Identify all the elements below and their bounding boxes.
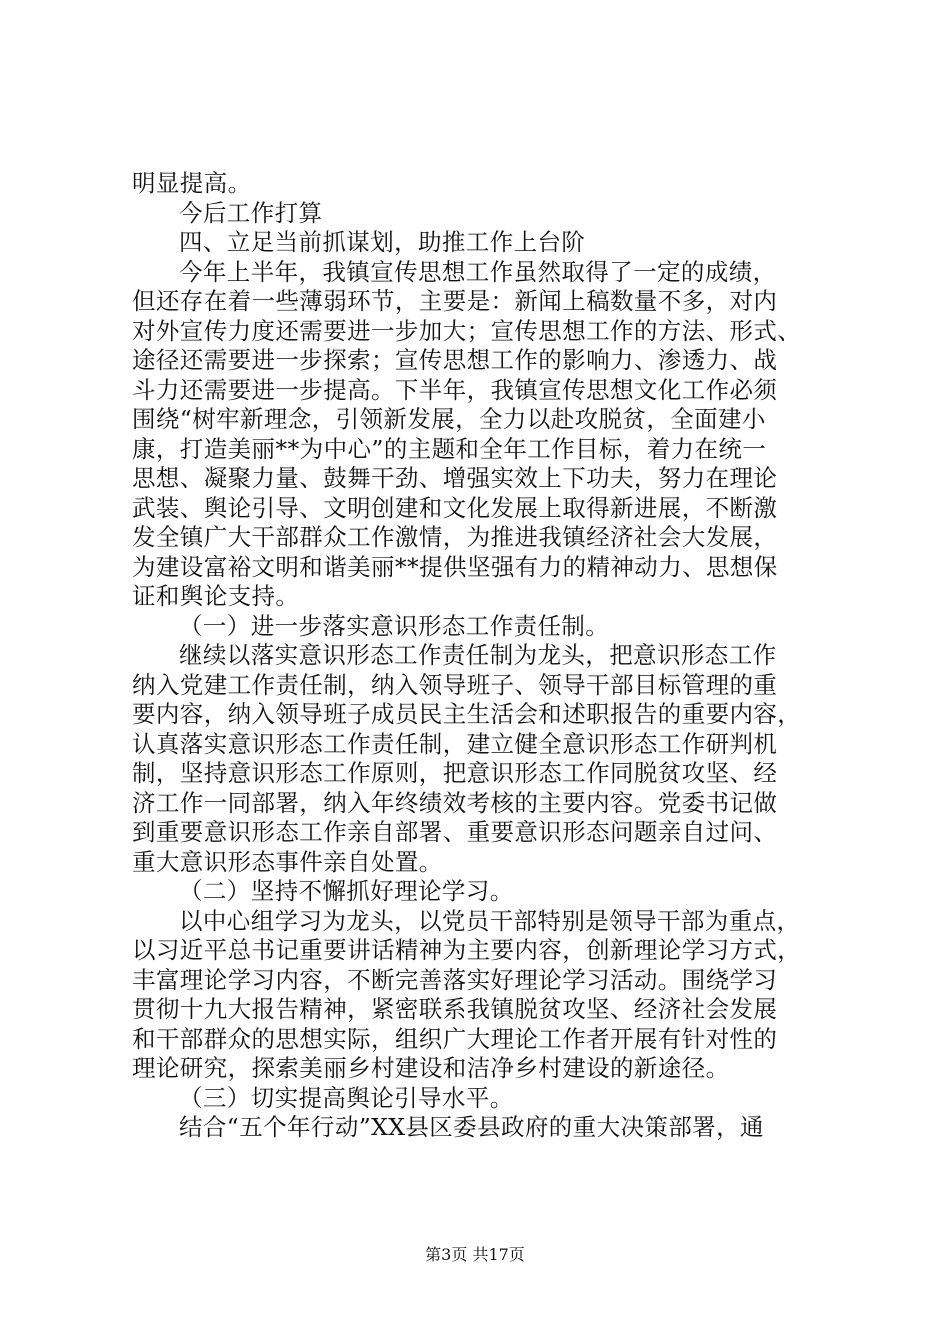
text-line: 康，打造美丽**为中心”的主题和全年工作目标，着力在统一 [132,434,767,463]
text-line: 但还存在着一些薄弱环节，主要是：新闻上稿数量不多，对内 [132,287,778,315]
text-line: 制，坚持意识形态工作原则，把意识形态工作同脱贫攻坚、经 [132,759,778,787]
text-line: 途径还需要进一步探索；宣传思想工作的影响力、渗透力、战 [132,346,778,374]
text-line: 理论研究，探索美丽乡村建设和洁净乡村建设的新途径。 [132,1054,730,1082]
text-line: 继续以落实意识形态工作责任制为龙头，把意识形态工作 [179,641,777,669]
text-line: 丰富理论学习内容，不断完善落实好理论学习活动。围绕学习 [132,965,778,994]
text-line: 济工作一同部署，纳入年终绩效考核的主要内容。党委书记做 [132,788,778,817]
text-line: 结合“五个年行动”XX县区委县政府的重大决策部署，通 [179,1113,764,1141]
text-line: 纳入党建工作责任制，纳入领导班子、领导干部目标管理的重 [132,670,778,699]
text-line: 贯彻十九大报告精神，紧密联系我镇脱贫攻坚、经济社会发展 [132,995,778,1023]
text-line: 到重要意识形态工作亲自部署、重要意识形态问题亲自过问、 [132,818,778,846]
text-line: 对外宣传力度还需要进一步加大；宣传思想工作的方法、形式、 [132,316,802,345]
text-line: 四、立足当前抓谋划，助推工作上台阶 [179,228,586,256]
text-line: （三）切实提高舆论引导水平。 [179,1083,514,1112]
text-line: 要内容，纳入领导班子成员民主生活会和述职报告的重要内容， [132,700,802,728]
text-line: 今年上半年，我镇宣传思想工作虽然取得了一定的成绩， [179,257,777,286]
document-body [132,169,834,1143]
text-line: 证和舆论支持。 [132,582,300,610]
text-line: 斗力还需要进一步提高。下半年，我镇宣传思想文化工作必须 [132,375,778,404]
text-line: （一）进一步落实意识形态工作责任制。 [179,611,610,640]
text-line: 以中心组学习为龙头，以党员干部特别是领导干部为重点， [179,906,801,935]
text-line: 思想、凝聚力量、鼓舞干劲、增强实效上下功夫，努力在理论 [132,464,778,492]
text-line: 重大意识形态事件亲自处置。 [132,847,443,876]
text-line: 为建设富裕文明和谐美丽**提供坚强有力的精神动力、思想保 [132,552,778,581]
text-line: 以习近平总书记重要讲话精神为主要内容，创新理论学习方式， [132,936,802,964]
text-line: 明显提高。 [132,169,252,197]
text-line: 今后工作打算 [179,198,323,227]
page-footer: 第3页 共17页 [425,1245,525,1264]
text-line: （二）坚持不懈抓好理论学习。 [179,877,514,905]
text-line: 发全镇广大干部群众工作激情，为推进我镇经济社会大发展， [132,523,778,551]
text-line: 武装、舆论引导、文明创建和文化发展上取得新进展，不断激 [132,493,778,522]
text-line: 围绕“树牢新理念，引领新发展，全力以赴攻脱贫，全面建小 [132,405,766,433]
text-line: 和干部群众的思想实际，组织广大理论工作者开展有针对性的 [132,1024,778,1053]
text-line: 认真落实意识形态工作责任制，建立健全意识形态工作研判机 [132,729,778,758]
